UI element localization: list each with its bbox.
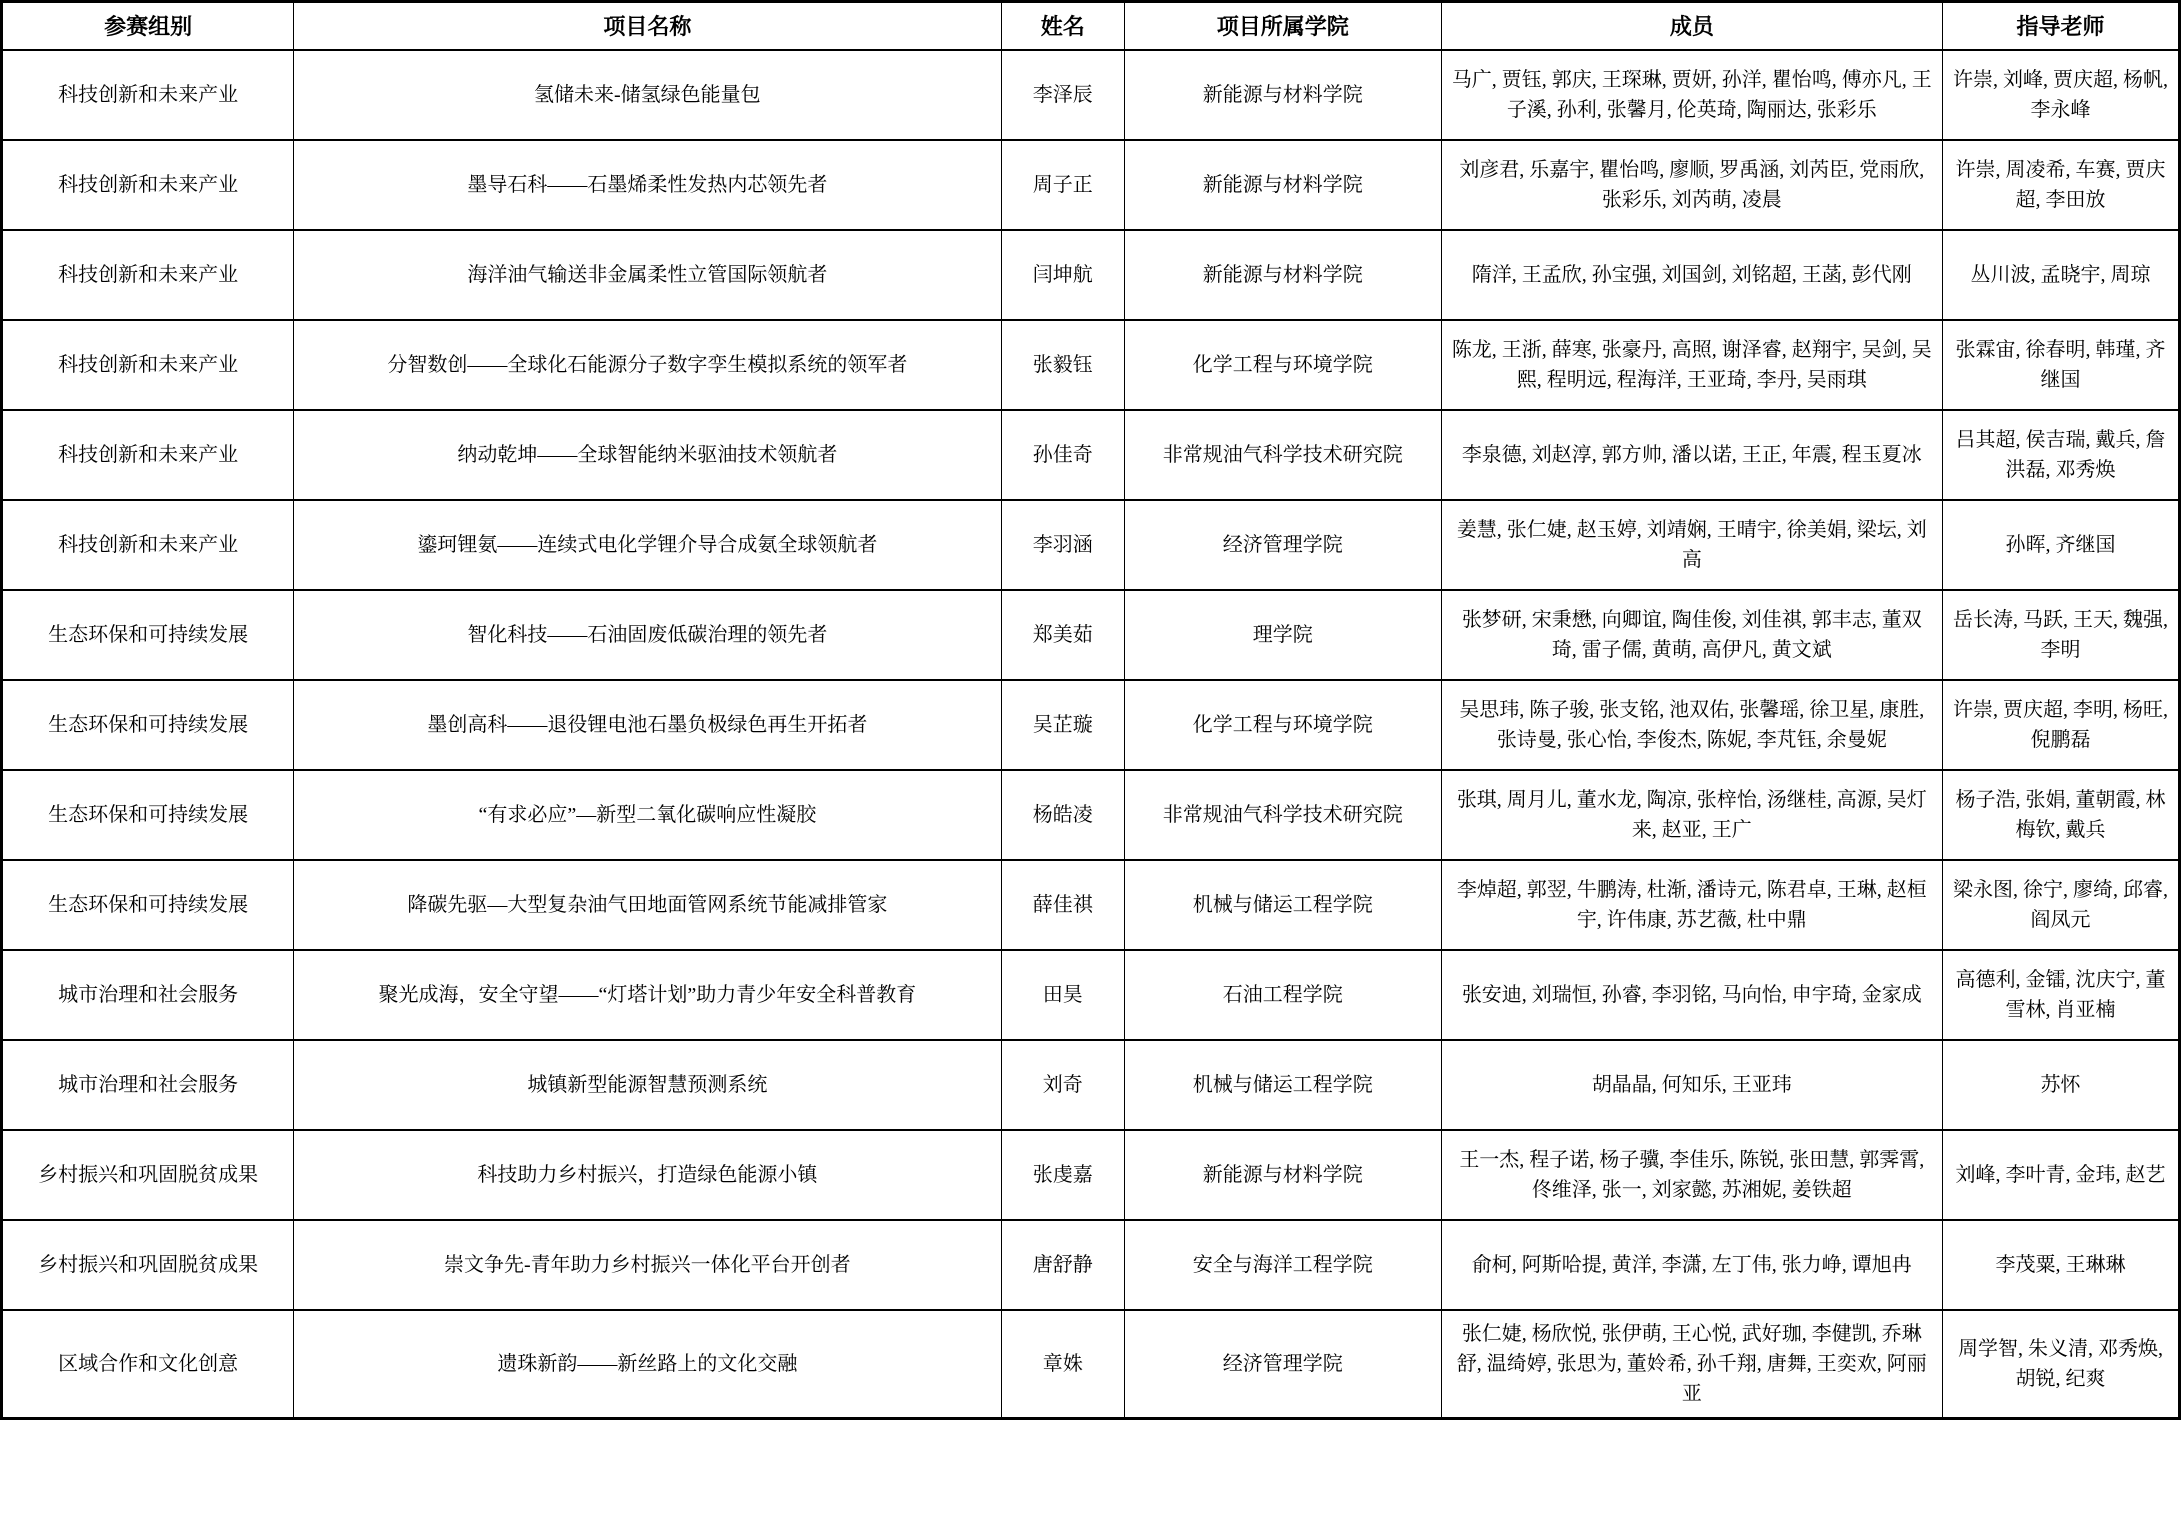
cell-name: 章姝 <box>1001 1310 1124 1419</box>
cell-project: 科技助力乡村振兴，打造绿色能源小镇 <box>294 1130 1001 1220</box>
cell-name: 田昊 <box>1001 950 1124 1040</box>
cell-group: 科技创新和未来产业 <box>2 500 294 590</box>
cell-name: 李泽辰 <box>1001 50 1124 140</box>
cell-members: 胡晶晶, 何知乐, 王亚玮 <box>1441 1040 1942 1130</box>
cell-name: 李羽涵 <box>1001 500 1124 590</box>
cell-name: 闫坤航 <box>1001 230 1124 320</box>
cell-college: 理学院 <box>1124 590 1441 680</box>
table-body <box>2 50 2180 1419</box>
cell-members: 马广, 贾钰, 郭庆, 王琛琳, 贾妍, 孙洋, 瞿怡鸣, 傅亦凡, 王子溪, 孙利, 张馨月, 伦英琦, 陶丽达, 张彩乐 <box>1441 50 1942 140</box>
cell-project: 遗珠新韵——新丝路上的文化交融 <box>294 1310 1001 1419</box>
cell-college: 化学工程与环境学院 <box>1124 320 1441 410</box>
cell-teachers: 丛川波, 孟晓宇, 周琼 <box>1943 230 2180 320</box>
cell-teachers: 许崇, 贾庆超, 李明, 杨旺, 倪鹏磊 <box>1943 680 2180 770</box>
cell-project: 崇文争先-青年助力乡村振兴一体化平台开创者 <box>294 1220 1001 1310</box>
cell-group: 生态环保和可持续发展 <box>2 590 294 680</box>
cell-name: 杨皓凌 <box>1001 770 1124 860</box>
cell-name: 张毅钰 <box>1001 320 1124 410</box>
cell-teachers: 吕其超, 侯吉瑞, 戴兵, 詹洪磊, 邓秀焕 <box>1943 410 2180 500</box>
cell-members: 陈龙, 王浙, 薛寒, 张豪丹, 高照, 谢泽睿, 赵翔宇, 吴剑, 吴熙, 程明远, 程海洋, 王亚琦, 李丹, 吴雨琪 <box>1441 320 1942 410</box>
cell-teachers: 张霖宙, 徐春明, 韩瑾, 齐继国 <box>1943 320 2180 410</box>
cell-group: 生态环保和可持续发展 <box>2 770 294 860</box>
cell-name: 唐舒静 <box>1001 1220 1124 1310</box>
cell-project: 智化科技——石油固废低碳治理的领先者 <box>294 590 1001 680</box>
cell-group: 城市治理和社会服务 <box>2 1040 294 1130</box>
cell-name: 孙佳奇 <box>1001 410 1124 500</box>
cell-group: 科技创新和未来产业 <box>2 410 294 500</box>
cell-project: 墨导石科——石墨烯柔性发热内芯领先者 <box>294 140 1001 230</box>
header-members: 成员 <box>1441 2 1942 51</box>
cell-name: 张虔嘉 <box>1001 1130 1124 1220</box>
table-row <box>2 590 2180 680</box>
cell-name: 吴芷璇 <box>1001 680 1124 770</box>
table-row <box>2 1130 2180 1220</box>
table-row <box>2 770 2180 860</box>
cell-project: 城镇新型能源智慧预测系统 <box>294 1040 1001 1130</box>
header-group: 参赛组别 <box>2 2 294 51</box>
cell-college: 新能源与材料学院 <box>1124 50 1441 140</box>
cell-college: 非常规油气科学技术研究院 <box>1124 770 1441 860</box>
table-row <box>2 950 2180 1040</box>
cell-name: 郑美茹 <box>1001 590 1124 680</box>
cell-teachers: 高德利, 金镭, 沈庆宁, 董雪林, 肖亚楠 <box>1943 950 2180 1040</box>
header-college: 项目所属学院 <box>1124 2 1441 51</box>
cell-name: 薛佳祺 <box>1001 860 1124 950</box>
cell-group: 乡村振兴和巩固脱贫成果 <box>2 1220 294 1310</box>
cell-name: 刘奇 <box>1001 1040 1124 1130</box>
cell-members: 刘彦君, 乐嘉宇, 瞿怡鸣, 廖顺, 罗禹涵, 刘芮臣, 党雨欣, 张彩乐, 刘芮萌, 凌晨 <box>1441 140 1942 230</box>
cell-college: 石油工程学院 <box>1124 950 1441 1040</box>
cell-members: 隋洋, 王孟欣, 孙宝强, 刘国剑, 刘铭超, 王菡, 彭代刚 <box>1441 230 1942 320</box>
cell-members: 王一杰, 程子诺, 杨子骥, 李佳乐, 陈锐, 张田慧, 郭霁霄, 佟维泽, 张一, 刘家懿, 苏湘妮, 姜铁超 <box>1441 1130 1942 1220</box>
table-row <box>2 410 2180 500</box>
cell-members: 吴思玮, 陈子骏, 张支铭, 池双佑, 张馨瑶, 徐卫星, 康胜, 张诗曼, 张心怡, 李俊杰, 陈妮, 李芃钰, 余曼妮 <box>1441 680 1942 770</box>
header-name: 姓名 <box>1001 2 1124 51</box>
cell-members: 李泉德, 刘赵淳, 郭方帅, 潘以诺, 王正, 年震, 程玉夏冰 <box>1441 410 1942 500</box>
cell-group: 城市治理和社会服务 <box>2 950 294 1040</box>
table-row <box>2 320 2180 410</box>
cell-group: 科技创新和未来产业 <box>2 320 294 410</box>
cell-teachers: 杨子浩, 张娟, 董朝霞, 林梅钦, 戴兵 <box>1943 770 2180 860</box>
cell-members: 张安迪, 刘瑞恒, 孙睿, 李羽铭, 马向怡, 申宇琦, 金家成 <box>1441 950 1942 1040</box>
cell-teachers: 许崇, 周凌希, 车赛, 贾庆超, 李田放 <box>1943 140 2180 230</box>
cell-project: 鎏珂锂氨——连续式电化学锂介导合成氨全球领航者 <box>294 500 1001 590</box>
cell-project: 分智数创——全球化石能源分子数字孪生模拟系统的领军者 <box>294 320 1001 410</box>
table-row <box>2 1220 2180 1310</box>
cell-teachers: 周学智, 朱义清, 邓秀焕, 胡锐, 纪爽 <box>1943 1310 2180 1419</box>
cell-group: 乡村振兴和巩固脱贫成果 <box>2 1130 294 1220</box>
table-row <box>2 230 2180 320</box>
cell-teachers: 梁永图, 徐宁, 廖绮, 邱睿, 阎凤元 <box>1943 860 2180 950</box>
cell-college: 新能源与材料学院 <box>1124 140 1441 230</box>
table-row <box>2 1040 2180 1130</box>
cell-college: 机械与储运工程学院 <box>1124 1040 1441 1130</box>
cell-teachers: 孙晖, 齐继国 <box>1943 500 2180 590</box>
cell-college: 非常规油气科学技术研究院 <box>1124 410 1441 500</box>
cell-project: 降碳先驱—大型复杂油气田地面管网系统节能减排管家 <box>294 860 1001 950</box>
cell-name: 周子正 <box>1001 140 1124 230</box>
cell-teachers: 刘峰, 李叶青, 金玮, 赵艺 <box>1943 1130 2180 1220</box>
cell-members: 张仁婕, 杨欣悦, 张伊萌, 王心悦, 武好珈, 李健凯, 乔琳舒, 温绮婷, 张思为, 董姈希, 孙千翔, 唐舞, 王奕欢, 阿丽亚 <box>1441 1310 1942 1419</box>
table-row <box>2 500 2180 590</box>
table-row <box>2 860 2180 950</box>
cell-project: “有求必应”—新型二氧化碳响应性凝胶 <box>294 770 1001 860</box>
cell-group: 科技创新和未来产业 <box>2 230 294 320</box>
cell-group: 科技创新和未来产业 <box>2 50 294 140</box>
cell-members: 张梦研, 宋秉懋, 向卿谊, 陶佳俊, 刘佳祺, 郭丰志, 董双琦, 雷子儒, 黄萌, 高伊凡, 黄文斌 <box>1441 590 1942 680</box>
cell-group: 生态环保和可持续发展 <box>2 680 294 770</box>
cell-college: 经济管理学院 <box>1124 500 1441 590</box>
cell-college: 经济管理学院 <box>1124 1310 1441 1419</box>
cell-teachers: 岳长涛, 马跃, 王天, 魏强, 李明 <box>1943 590 2180 680</box>
table-row <box>2 1310 2180 1419</box>
cell-college: 机械与储运工程学院 <box>1124 860 1441 950</box>
cell-members: 姜慧, 张仁婕, 赵玉婷, 刘靖娴, 王晴宇, 徐美娟, 梁坛, 刘高 <box>1441 500 1942 590</box>
cell-group: 生态环保和可持续发展 <box>2 860 294 950</box>
cell-project: 纳动乾坤——全球智能纳米驱油技术领航者 <box>294 410 1001 500</box>
cell-members: 李焯超, 郭翌, 牛鹏涛, 杜渐, 潘诗元, 陈君卓, 王琳, 赵桓宇, 许伟康, 苏艺薇, 杜中鼎 <box>1441 860 1942 950</box>
header-row <box>2 2 2180 51</box>
cell-project: 聚光成海，安全守望——“灯塔计划”助力青少年安全科普教育 <box>294 950 1001 1040</box>
cell-project: 墨创高科——退役锂电池石墨负极绿色再生开拓者 <box>294 680 1001 770</box>
header-teachers: 指导老师 <box>1943 2 2180 51</box>
cell-college: 新能源与材料学院 <box>1124 1130 1441 1220</box>
cell-members: 张琪, 周月儿, 董水龙, 陶凉, 张梓怡, 汤继桂, 高源, 吴灯来, 赵亚, 王广 <box>1441 770 1942 860</box>
table-row <box>2 140 2180 230</box>
cell-group: 区域合作和文化创意 <box>2 1310 294 1419</box>
cell-project: 海洋油气输送非金属柔性立管国际领航者 <box>294 230 1001 320</box>
cell-group: 科技创新和未来产业 <box>2 140 294 230</box>
cell-teachers: 李茂粟, 王琳琳 <box>1943 1220 2180 1310</box>
cell-college: 新能源与材料学院 <box>1124 230 1441 320</box>
cell-project: 氢储未来-储氢绿色能量包 <box>294 50 1001 140</box>
table-row <box>2 680 2180 770</box>
cell-members: 俞柯, 阿斯哈提, 黄洋, 李潇, 左丁伟, 张力峥, 谭旭冉 <box>1441 1220 1942 1310</box>
cell-teachers: 许崇, 刘峰, 贾庆超, 杨帆, 李永峰 <box>1943 50 2180 140</box>
header-project: 项目名称 <box>294 2 1001 51</box>
cell-college: 安全与海洋工程学院 <box>1124 1220 1441 1310</box>
table-row <box>2 50 2180 140</box>
cell-teachers: 苏怀 <box>1943 1040 2180 1130</box>
cell-college: 化学工程与环境学院 <box>1124 680 1441 770</box>
